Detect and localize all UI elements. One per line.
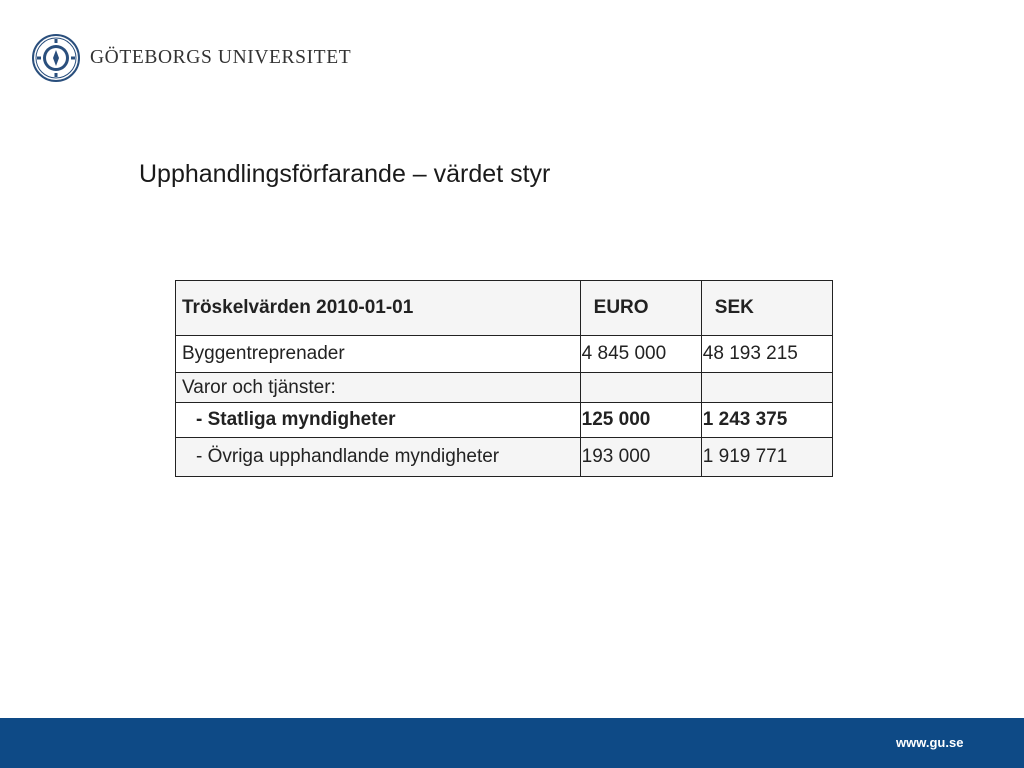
row-sek: 1 919 771 (701, 438, 832, 477)
row-label: - Övriga upphandlande myndigheter (176, 438, 581, 477)
row-sek: 48 193 215 (701, 336, 832, 373)
university-seal-icon (32, 34, 80, 82)
header-threshold-date: Tröskelvärden 2010-01-01 (176, 281, 581, 336)
threshold-table (175, 280, 833, 477)
row-label: - Statliga myndigheter (176, 403, 581, 438)
header-sek: SEK (701, 281, 832, 336)
slide-title: Upphandlingsförfarande – värdet styr (139, 160, 551, 188)
row-euro: 4 845 000 (580, 336, 701, 373)
university-name: GÖTEBORGS UNIVERSITET (90, 47, 352, 68)
row-label: Varor och tjänster: (176, 373, 581, 403)
table-row (176, 438, 833, 477)
row-euro (580, 373, 701, 403)
row-label: Byggentreprenader (176, 336, 581, 373)
footer-url-link[interactable]: www.gu.se (896, 735, 964, 750)
table-row (176, 336, 833, 373)
row-euro: 193 000 (580, 438, 701, 477)
table-header-row (176, 281, 833, 336)
row-euro: 125 000 (580, 403, 701, 438)
header-euro: EURO (580, 281, 701, 336)
table-row (176, 403, 833, 438)
table-row (176, 373, 833, 403)
row-sek: 1 243 375 (701, 403, 832, 438)
header (32, 33, 351, 83)
footer-bar (0, 718, 1024, 768)
row-sek (701, 373, 832, 403)
